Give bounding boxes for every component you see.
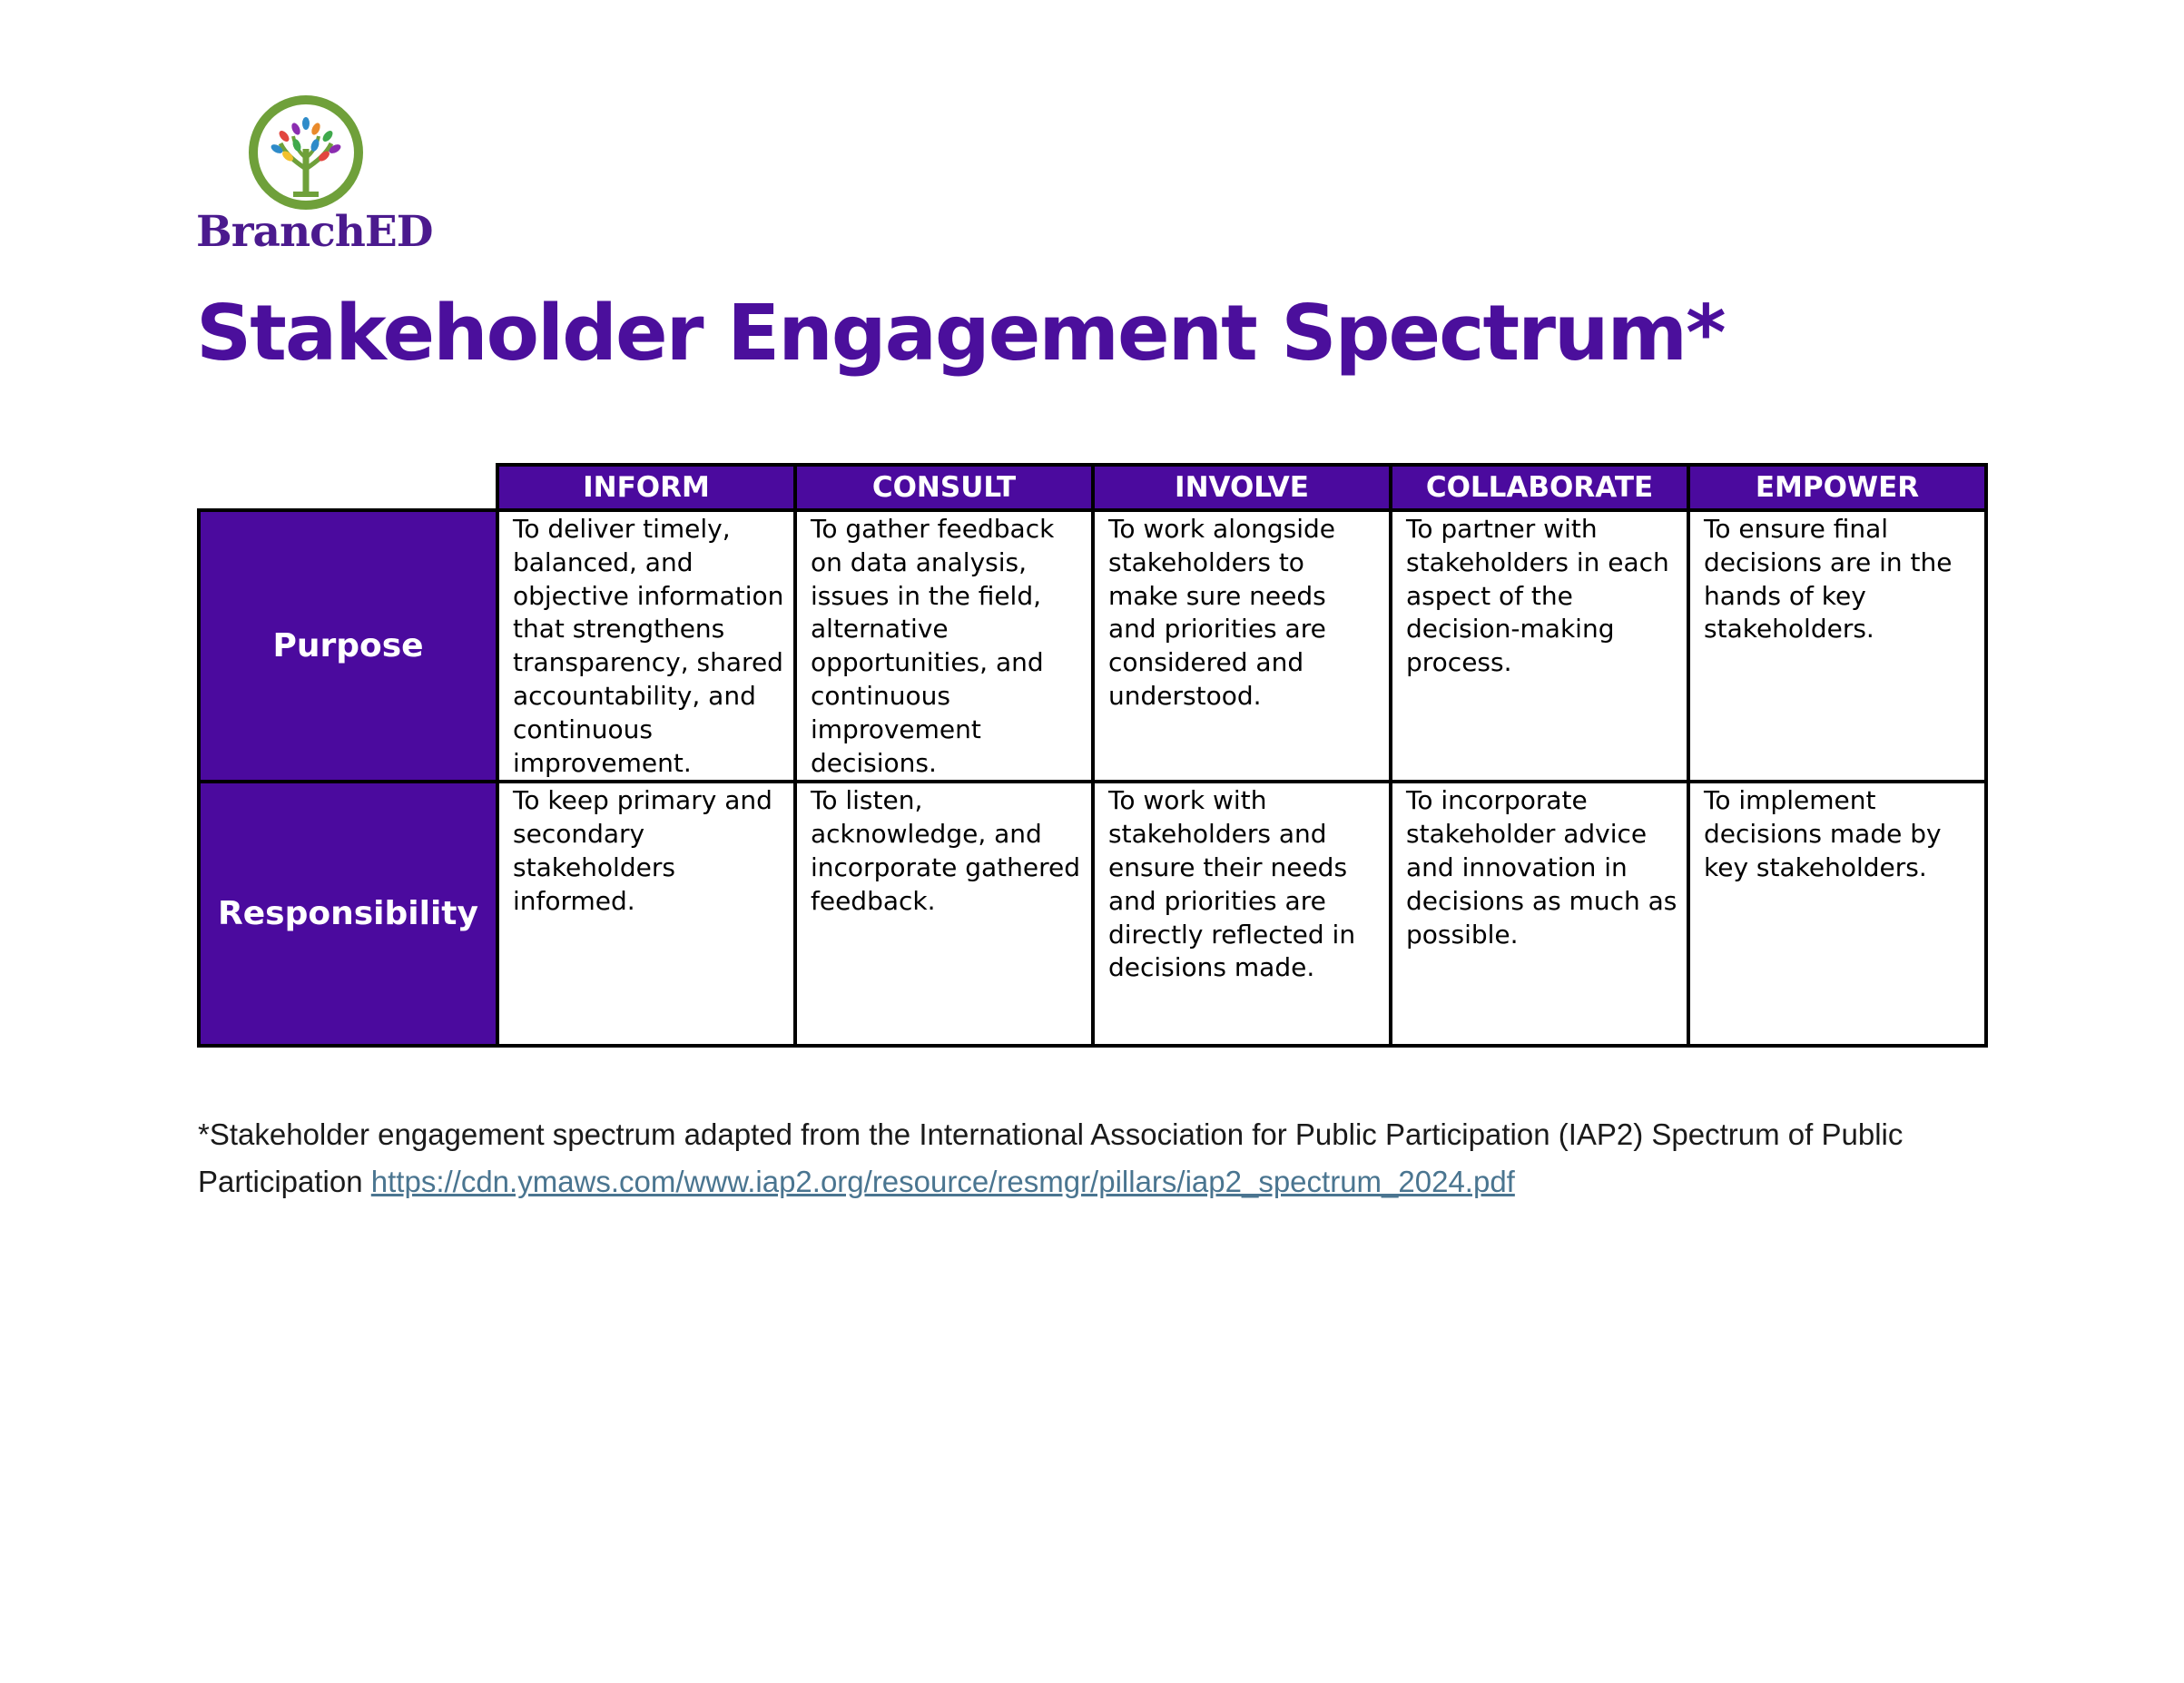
tree-logo-icon [246, 93, 366, 212]
column-header-empower: EMPOWER [1688, 465, 1986, 510]
table-corner [199, 465, 497, 510]
row-header-responsibility: Responsibility [199, 782, 497, 1046]
purpose-empower-cell: To ensure final decisions are in the hands of key stakeholders. [1688, 510, 1986, 782]
column-header-consult: CONSULT [795, 465, 1093, 510]
table-header-row [199, 465, 1986, 510]
row-header-purpose: Purpose [199, 510, 497, 782]
responsibility-inform-cell: To keep primary and secondary stakeholders informed. [497, 782, 795, 1046]
footnote-text: *Stakeholder engagement spectrum adapted from the International Association for Public Participation (IAP2) Spectrum of Public Participation [198, 1117, 1904, 1198]
brand-logo [196, 93, 432, 265]
responsibility-collaborate-cell: To incorporate stakeholder advice and innovation in decisions as much as possible. [1391, 782, 1688, 1046]
column-header-involve: INVOLVE [1093, 465, 1391, 510]
table-row-responsibility [199, 782, 1986, 1046]
brand-wordmark: BranchED [196, 207, 433, 257]
table-row-purpose [199, 510, 1986, 782]
footnote [198, 1111, 2013, 1206]
purpose-inform-cell: To deliver timely, balanced, and objective information that strengthens transparency, shared accountability, and continuous improvement. [497, 510, 795, 782]
purpose-collaborate-cell: To partner with stakeholders in each aspect of the decision-making process. [1391, 510, 1688, 782]
column-header-inform: INFORM [497, 465, 795, 510]
responsibility-empower-cell: To implement decisions made by key stakeholders. [1688, 782, 1986, 1046]
page-title: Stakeholder Engagement Spectrum* [196, 289, 1725, 379]
engagement-spectrum-table [197, 463, 1988, 1048]
responsibility-involve-cell: To work with stakeholders and ensure their needs and priorities are directly reflected in decisions made. [1093, 782, 1391, 1046]
column-header-collaborate: COLLABORATE [1391, 465, 1688, 510]
iap2-spectrum-link[interactable]: https://cdn.ymaws.com/www.iap2.org/resource/resmgr/pillars/iap2_spectrum_2024.pdf [370, 1165, 1515, 1198]
purpose-involve-cell: To work alongside stakeholders to make sure needs and priorities are considered and understood. [1093, 510, 1391, 782]
responsibility-consult-cell: To listen, acknowledge, and incorporate gathered feedback. [795, 782, 1093, 1046]
purpose-consult-cell: To gather feedback on data analysis, issues in the field, alternative opportunities, and continuous improvement decisions. [795, 510, 1093, 782]
